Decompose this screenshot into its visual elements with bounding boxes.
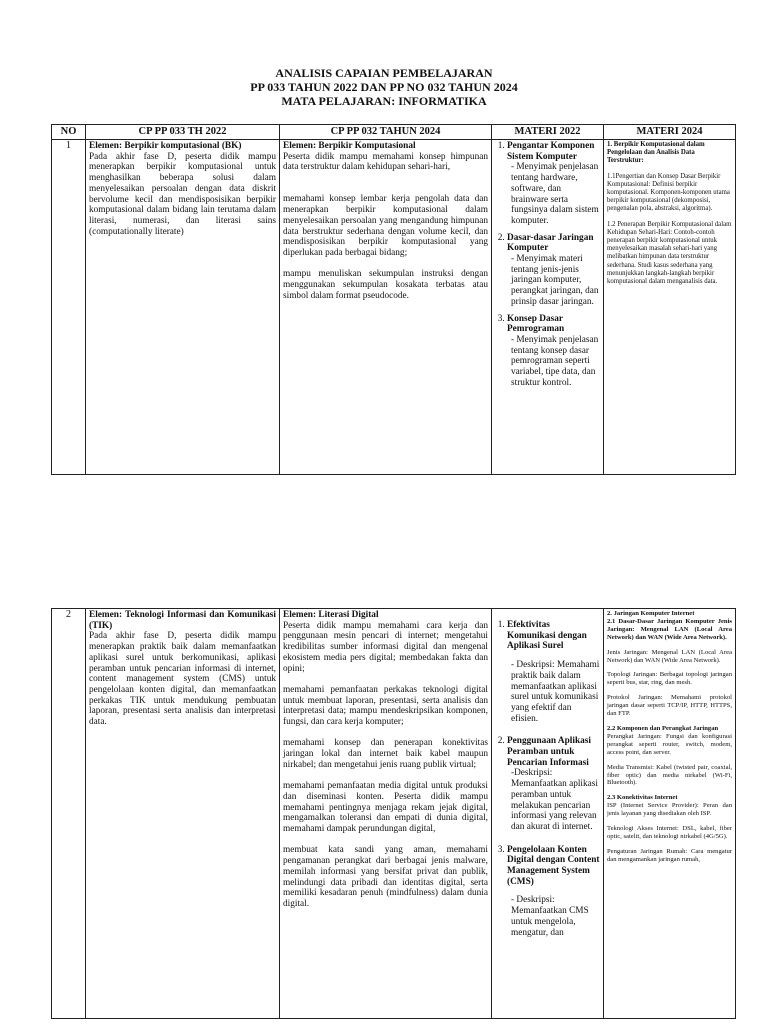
materi-paragraph: Media Transmisi: Kabel (twisted pair, coaxial, fiber optic) dan media nirkabel (Wi-Fi, Bluetooth). <box>607 763 732 787</box>
cp-2022-cell <box>86 140 280 475</box>
cp-paragraph: memahami konsep dan penerapan konektivitas jaringan lokal dan internet baik kabel maupun nirkabel; dan mengetahui jenis ruang publik virtual; <box>283 738 488 770</box>
materi-paragraph: Jenis Jaringan: Mengenal LAN (Local Area Network) dan WAN (Wide Area Network). <box>607 648 732 664</box>
title-line-3: MATA PELAJARAN: INFORMATIKA <box>281 94 487 108</box>
title-line-2: PP 033 TAHUN 2022 DAN PP NO 032 TAHUN 2024 <box>250 80 518 94</box>
list-item: 3. Pengelolaan Konten Digital dengan Content Management System (CMS) - Deskripsi: Memanfaatkan CMS untuk mengelola, mengatur, dan <box>507 845 600 939</box>
table-row <box>52 609 736 1019</box>
row-number: 2 <box>52 609 86 1019</box>
row-number: 1 <box>52 140 86 475</box>
materi-list <box>495 141 600 388</box>
materi-paragraph: Pengaturan Jaringan Rumah: Cara mengatur dan mengamankan jaringan rumah, <box>607 847 732 863</box>
list-item: 1. Pengantar Komponen Sistem Komputer - Menyimak penjelasan tentang hardware, software, dan brainware serta fungsinya dalam sistem komputer. <box>507 141 600 227</box>
materi-heading: 1. Berpikir Komputasional dalam Pengelolaan dan Analisis Data Terstruktur: <box>607 141 705 165</box>
materi-paragraph: 1.1Pengertian dan Konsep Dasar Berpikir Komputasional: Definisi berpikir komputasional. Komponen-komponen utama berpikir komputasional (dekomposisi, pengenalan pola, abstraksi, algoritma). <box>607 172 730 213</box>
list-item: 2. Penggunaan Aplikasi Peramban untuk Pencarian Informasi -Deskripsi: Memanfaatkan aplikasi peramban untuk melakukan pencarian informasi yang relevan dan akurat di internet. <box>507 736 600 832</box>
materi-2024-cell <box>604 140 736 475</box>
materi-subheading: 2.1 Dasar-Dasar Jaringan Komputer Jenis Jaringan: Mengenal LAN (Local Area Network) dan WAN (Wide Area Network). <box>607 617 732 641</box>
materi-subheading: 2.3 Konektivitas Internet <box>607 794 678 802</box>
materi-2024-cell <box>604 609 736 1019</box>
header-materi-2022: MATERI 2022 <box>492 125 604 140</box>
header-materi-2024: MATERI 2024 <box>604 125 736 140</box>
element-heading: Elemen: Berpikir Komputasional <box>283 141 416 151</box>
cp-paragraph: Peserta didik mampu memahami cara kerja dan penggunaan mesin pencari di internet; mengetahui kredibilitas sumber informasi digital dan mengenal ekosistem media pers digital; membedakan fakta dan opini; <box>283 620 488 674</box>
materi-heading: 2. Jaringan Komputer Internet <box>607 610 695 617</box>
table-row <box>52 140 736 475</box>
materi-paragraph: Perangkat Jaringan: Fungsi dan konfigurasi perangkat seperti router, switch, modem, access point, dan server. <box>607 732 732 756</box>
element-heading: Elemen: Teknologi Informasi dan Komunikasi (TIK) <box>89 610 276 631</box>
cp-text: Pada akhir fase D, peserta didik mampu menerapkan praktik baik dalam memanfaatkan aplikasi surel untuk berkomunikasi, aplikasi peramban untuk pencarian informasi di internet, content management system (CMS) untuk pengelolaan konten digital, dan memanfaatkan perkakas TIK untuk mendukung pembuatan laporan, presentasi serta analisis dan interpretasi data. <box>89 631 276 728</box>
cp-text: Pada akhir fase D, peserta didik mampu menerapkan berpikir komputasional untuk menghasilkan beberapa solusi dalam menyelesaikan persoalan dengan data diskrit bervolume kecil dan mendisposisikan berpikir komputasional dalam bidang lain terutama dalam literasi, numerasi, dan literasi sains (computationally literate) <box>89 151 276 237</box>
element-heading: Elemen: Berpikir komputasional (BK) <box>89 141 242 151</box>
materi-list <box>495 620 600 938</box>
materi-paragraph: Teknologi Akses Internet: DSL, kabel, fiber optic, satelit, dan teknologi nirkabel (4G/5G). <box>607 825 732 840</box>
cp-paragraph: mampu menuliskan sekumpulan instruksi dengan menggunakan sekumpulan kosakata terbatas atau simbol dalam format pseudocode. <box>283 269 488 301</box>
cp-2024-cell <box>280 140 492 475</box>
header-no: NO <box>52 125 86 140</box>
element-heading: Elemen: Literasi Digital <box>283 610 379 620</box>
list-item: 3. Konsep Dasar Pemrograman - Menyimak penjelasan tentang konsep dasar pemrograman seperti variabel, tipe data, dan struktur kontrol. <box>507 314 600 389</box>
cp-paragraph: memahami pemanfaatan media digital untuk produksi dan diseminasi konten. Peserta didik mampu memahami pentingnya menjaga rekam jejak digital, mengamalkan toleransi dan empati di dunia digital, memahami dampak perundungan digital, <box>283 781 488 835</box>
table-header-row <box>52 125 736 140</box>
cp-paragraph: Peserta didik mampu memahami konsep himpunan data terstruktur dalam kehidupan sehari-hari, <box>283 151 488 173</box>
document-title <box>0 66 768 108</box>
list-item: 2. Dasar-dasar Jaringan Komputer - Menyimak materi tentang jenis-jenis jaringan komputer, perangkat jaringan, dan prinsip dasar jaringan. <box>507 233 600 308</box>
materi-paragraph: Protokol Jaringan: Memahami protokol jaringan dasar seperti TCP/IP, HTTP, HTTPS, dan FTP. <box>607 694 732 718</box>
materi-paragraph: Topologi Jaringan: Berbagai topologi jaringan seperti bus, star, ring, dan mesh. <box>607 671 732 687</box>
cp-paragraph: memahami pemanfaatan perkakas teknologi digital untuk membuat laporan, presentasi, serta analisis dan interpretasi data; mampu mendeskripsikan komponen, fungsi, dan cara kerja komputer; <box>283 684 488 728</box>
cp-2024-cell <box>280 609 492 1019</box>
materi-paragraph: ISP (Internet Service Provider): Peran dan jenis layanan yang disediakan oleh ISP. <box>607 802 732 818</box>
analysis-table-page-2 <box>51 608 736 1019</box>
materi-paragraph: 1.2 Penerapan Berpikir Komputasional dalam Kehidupan Sehari-Hari: Contoh-contoh penerapan berpikir komputasional untuk menyelesaikan masalah sehari-hari yang melibatkan himpunan data terstruktur sederhana. Studi kasus sederhana yang menunjukkan langkah-langkah berpikir komputasional dalam menganalisis data. <box>607 220 732 286</box>
analysis-table-page-1 <box>51 124 736 475</box>
materi-2022-cell <box>492 140 604 475</box>
header-cp-2024: CP PP 032 TAHUN 2024 <box>280 125 492 140</box>
materi-2022-cell <box>492 609 604 1019</box>
list-item: 1. Efektivitas Komunikasi dengan Aplikasi Surel - Deskripsi: Memahami praktik baik dalam memanfaatkan aplikasi surel untuk komunikasi yang efektif dan efisien. <box>507 620 600 724</box>
cp-paragraph: memahami konsep lembar kerja pengolah data dan menerapkan berpikir komputasional dalam menyelesaikan persoalan yang mengandung himpunan data berstruktur sederhana dengan volume kecil, dan mendisposisikan berpikir komputasional yang diperlukan pada berbagai bidang; <box>283 194 488 258</box>
cp-2022-cell <box>86 609 280 1019</box>
cp-paragraph: membuat kata sandi yang aman, memahami pengamanan perangkat dari berbagai jenis malware, memilah informasi yang bersifat privat dan publik, melindungi data pribadi dan identitas digital, serta memiliki kesadaran penuh (mindfulness) dalam dunia digital. <box>283 845 488 909</box>
header-cp-2022: CP PP 033 TH 2022 <box>86 125 280 140</box>
materi-subheading: 2.2 Komponen dan Perangkat Jaringan <box>607 724 719 732</box>
title-line-1: ANALISIS CAPAIAN PEMBELAJARAN <box>275 66 493 80</box>
